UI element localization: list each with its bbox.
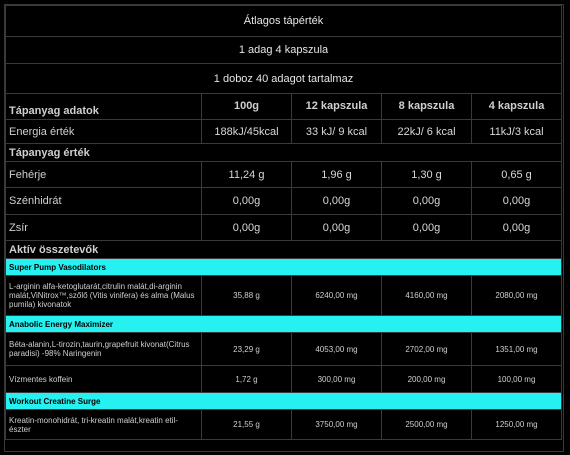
servings-per-box-row [6,64,562,94]
cell-value: 21,55 g [202,410,292,440]
cell-value: 2080,00 mg [472,276,562,316]
serving-size: 1 adag 4 kapszula [6,37,562,64]
cell-value: 0,00g [202,188,292,215]
table-title: Átlagos tápérték [6,6,562,37]
cell-value: 0,00g [382,188,472,215]
cell-value: 3750,00 mg [292,410,382,440]
cell-value: 1,30 g [382,162,472,188]
cell-value: 1250,00 mg [472,410,562,440]
nutrition-table [5,5,562,440]
cell-value: 6240,00 mg [292,276,382,316]
cell-value: 0,00g [472,188,562,215]
cell-value: 2702,00 mg [382,333,472,366]
nutrition-table-container [4,4,564,452]
column-header-8-caps: 8 kapszula [382,94,472,120]
cell-value: 11kJ/3 kcal [472,120,562,144]
section-title: Super Pump Vasodilators [6,259,562,276]
ingredient-label: Vízmentes koffein [6,366,202,393]
cell-value: 23,29 g [202,333,292,366]
row-label: Energia érték [6,120,202,144]
cell-value: 4053,00 mg [292,333,382,366]
ingredient-row-energy-1 [6,333,562,366]
section-header-creatine [6,393,562,410]
cell-value: 0,00g [382,215,472,241]
row-label: Zsír [6,215,202,241]
cell-value: 2500,00 mg [382,410,472,440]
protein-row [6,162,562,188]
cell-value: 0,00g [292,215,382,241]
nutrient-heading: Tápanyag érték [6,144,562,162]
nutrient-heading-row [6,144,562,162]
active-heading-row [6,241,562,259]
ingredient-label: Kreatin-monohidrát, tri-kreatin malát,kreatin etil-észter [6,410,202,440]
column-header-4-caps: 4 kapszula [472,94,562,120]
cell-value: 35,88 g [202,276,292,316]
energy-row [6,120,562,144]
serving-row [6,37,562,64]
cell-value: 0,65 g [472,162,562,188]
ingredient-row-energy-2 [6,366,562,393]
section-header-energy-max [6,316,562,333]
cell-value: 300,00 mg [292,366,382,393]
cell-value: 0,00g [292,188,382,215]
cell-value: 188kJ/45kcal [202,120,292,144]
title-row [6,6,562,37]
section-header-pump [6,259,562,276]
servings-per-box: 1 doboz 40 adagot tartalmaz [6,64,562,94]
section-title: Workout Creatine Surge [6,393,562,410]
cell-value: 11,24 g [202,162,292,188]
cell-value: 1,72 g [202,366,292,393]
column-header-100g: 100g [202,94,292,120]
ingredient-row-pump [6,276,562,316]
column-header-label: Tápanyag adatok [6,94,202,120]
cell-value: 100,00 mg [472,366,562,393]
fat-row [6,215,562,241]
cell-value: 0,00g [202,215,292,241]
column-header-row [6,94,562,120]
cell-value: 200,00 mg [382,366,472,393]
cell-value: 1351,00 mg [472,333,562,366]
section-title: Anabolic Energy Maximizer [6,316,562,333]
ingredient-label: L-arginin alfa-ketoglutarát,citrulin malát,di-arginin malát,ViNitrox™,szőlő (Vitis vinifera) és alma (Malus pumila) kivonatok [6,276,202,316]
row-label: Szénhidrát [6,188,202,215]
cell-value: 1,96 g [292,162,382,188]
carbs-row [6,188,562,215]
cell-value: 22kJ/ 6 kcal [382,120,472,144]
cell-value: 4160,00 mg [382,276,472,316]
cell-value: 0,00g [472,215,562,241]
active-heading: Aktív összetevők [6,241,562,259]
row-label: Fehérje [6,162,202,188]
column-header-12-caps: 12 kapszula [292,94,382,120]
ingredient-row-creatine [6,410,562,440]
cell-value: 33 kJ/ 9 kcal [292,120,382,144]
ingredient-label: Béta-alanin,L-tirozin,taurin,grapefruit kivonat(Citrus paradisi) -98% Naringenin [6,333,202,366]
